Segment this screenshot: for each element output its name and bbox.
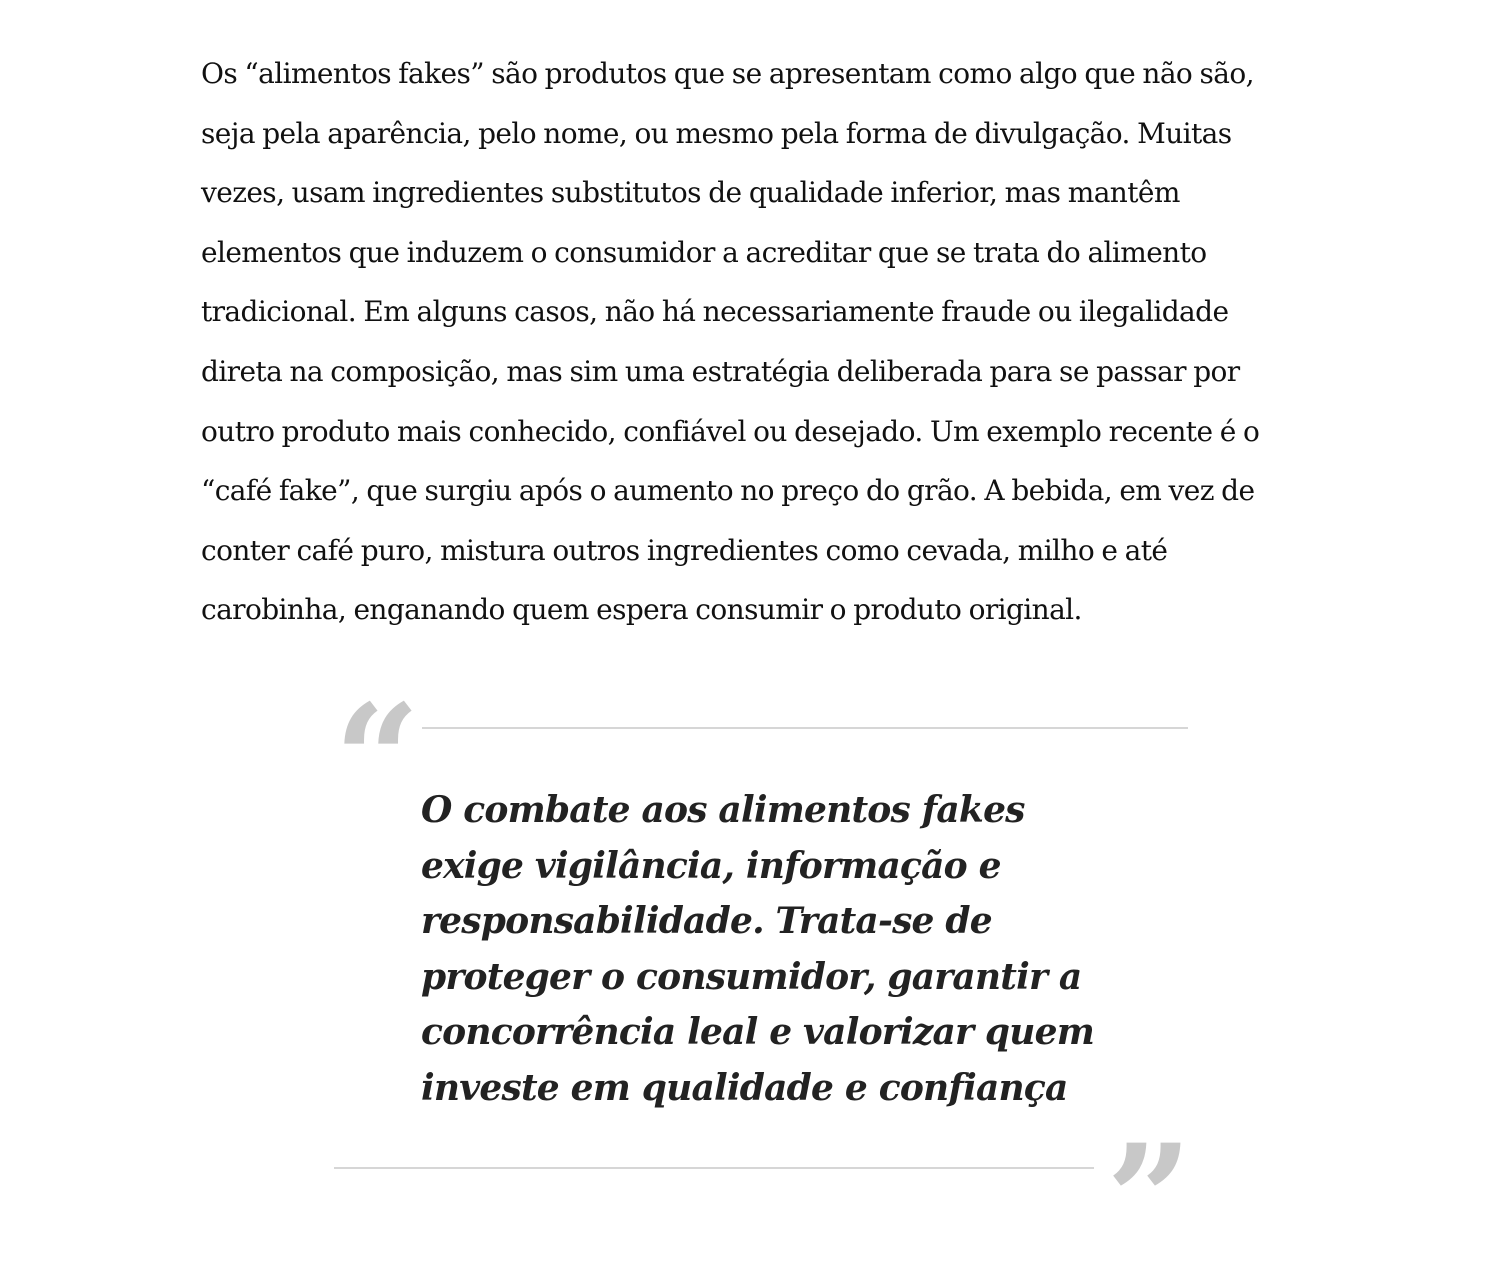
article-body — [201, 44, 1291, 640]
pull-quote-text: O combate aos alimentos fakes exige vigilância, informação e responsabilidade. Trata-se de proteger o consumidor, garantir a concorrência leal e valorizar quem investe em qualidade e confiança — [421, 789, 1095, 1109]
quote-top-divider — [422, 727, 1188, 729]
open-quote-icon: “ — [334, 672, 421, 848]
pull-quote — [334, 672, 1193, 1288]
close-quote-icon: ” — [1106, 1112, 1193, 1288]
article-paragraph: Os “alimentos fakes” são produtos que se apresentam como algo que não são, seja pela aparência, pelo nome, ou mesmo pela forma de divulgação. Muitas vezes, usam ingredientes substitutos de qualidade inferior, mas mantêm elementos que induzem o consumidor a acreditar que se trata do alimento tradicional. Em alguns casos, não há necessariamente fraude ou ilegalidade direta na composição, mas sim uma estratégia deliberada para se passar por outro produto mais conhecido, confiável ou desejado. Um exemplo recente é o “café fake”, que surgiu após o aumento no preço do grão. A bebida, em vez de conter café puro, mistura outros ingredientes como cevada, milho e até carobinha, enganando quem espera consumir o produto original. — [201, 57, 1260, 627]
quote-bottom-divider — [334, 1167, 1094, 1169]
